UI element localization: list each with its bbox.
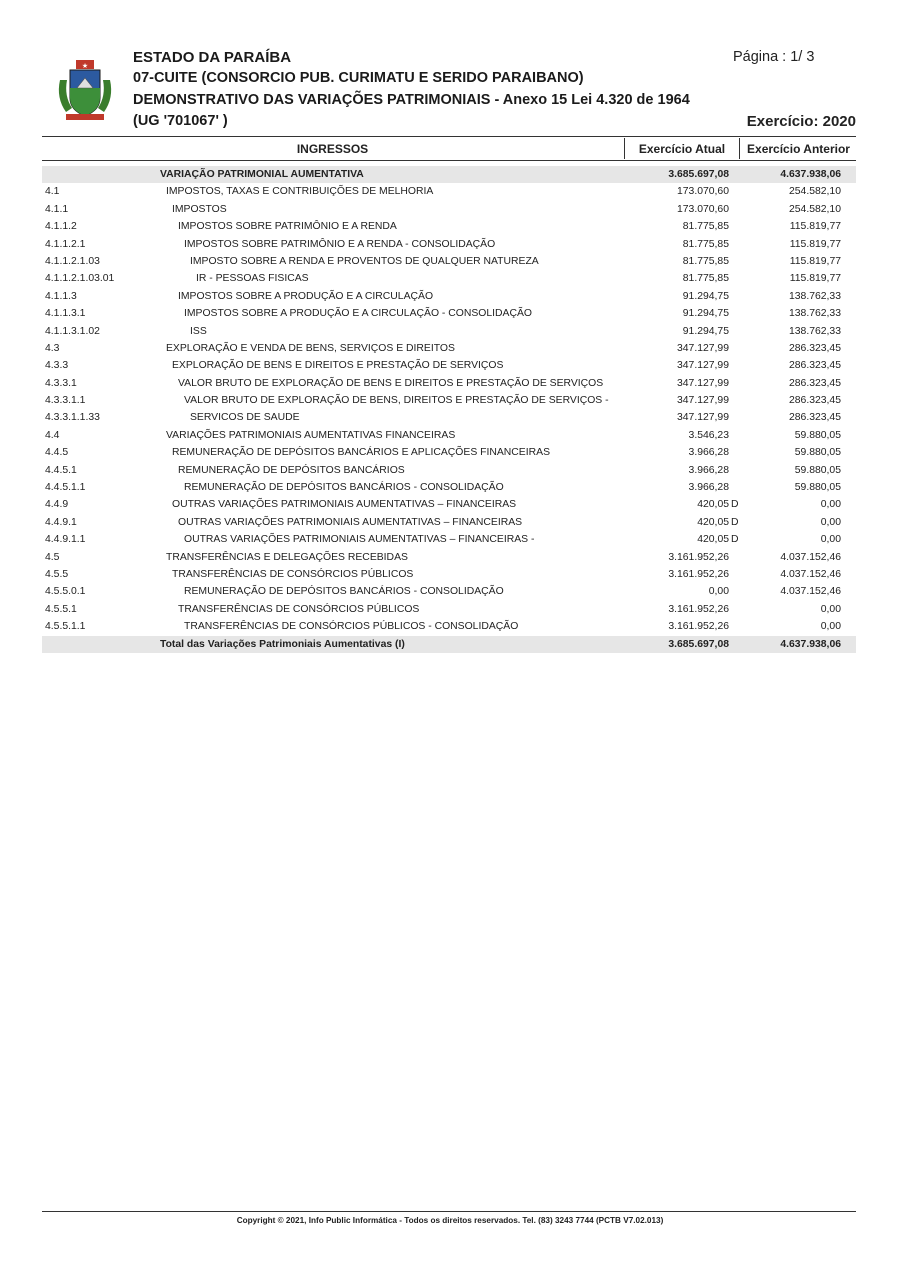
- value-exercicio-anterior: 115.819,77: [789, 273, 841, 285]
- state-coat-of-arms-icon: [52, 58, 118, 124]
- account-code: 4.5.5.1.1: [45, 621, 86, 633]
- account-description: TRANSFERÊNCIAS DE CONSÓRCIOS PÚBLICOS: [172, 568, 414, 580]
- value-exercicio-anterior: 254.582,10: [788, 203, 841, 215]
- value-exercicio-anterior: 0,00: [820, 516, 841, 528]
- value-exercicio-atual: 420,05: [697, 516, 729, 528]
- value-exercicio-atual: 3.966,28: [688, 464, 729, 476]
- table-row: [42, 392, 856, 409]
- report-title: DEMONSTRATIVO DAS VARIAÇÕES PATRIMONIAIS - Anexo 15 Lei 4.320 de 1964: [133, 92, 690, 108]
- account-description: TRANSFERÊNCIAS DE CONSÓRCIOS PÚBLICOS: [178, 603, 420, 615]
- value-exercicio-atual: 81.775,85: [682, 255, 729, 267]
- account-code: 4.1.1.2.1.03.01: [45, 273, 115, 285]
- account-code: 4.3.3.1.1.33: [45, 412, 100, 424]
- value-exercicio-atual: 81.775,85: [682, 221, 729, 233]
- value-exercicio-anterior: 115.819,77: [789, 255, 841, 267]
- table-row: [42, 375, 856, 392]
- value-exercicio-atual: 91.294,75: [682, 290, 729, 302]
- table-row: [42, 288, 856, 305]
- account-description: OUTRAS VARIAÇÕES PATRIMONIAIS AUMENTATIVAS – FINANCEIRAS: [172, 499, 517, 511]
- table-row: [42, 270, 856, 287]
- value-exercicio-anterior: 0,00: [820, 603, 841, 615]
- account-description: EXPLORAÇÃO E VENDA DE BENS, SERVIÇOS E DIREITOS: [166, 342, 455, 354]
- table-row: [42, 218, 856, 235]
- table-row: [42, 549, 856, 566]
- header-rule: [42, 136, 856, 137]
- table-row: [42, 427, 856, 444]
- value-exercicio-atual: 3.685.697,08: [668, 169, 729, 180]
- account-code: 4.3.3.1.1: [45, 395, 86, 407]
- value-exercicio-atual: 173.070,60: [676, 186, 729, 198]
- value-exercicio-anterior: 286.323,45: [788, 377, 841, 389]
- debit-flag: D: [731, 534, 739, 546]
- account-code: 4.4.9.1: [45, 516, 77, 528]
- value-exercicio-anterior: 254.582,10: [788, 186, 841, 198]
- account-description: VALOR BRUTO DE EXPLORAÇÃO DE BENS E DIREITOS E PRESTAÇÃO DE SERVIÇOS: [178, 377, 604, 389]
- account-code: 4.1.1.3.1.02: [45, 325, 100, 337]
- account-description: SERVICOS DE SAUDE: [190, 412, 300, 424]
- value-exercicio-anterior: 59.880,05: [794, 447, 841, 459]
- account-description: VALOR BRUTO DE EXPLORAÇÃO DE BENS, DIREITOS E PRESTAÇÃO DE SERVIÇOS -: [184, 395, 609, 407]
- column-header-ingressos: INGRESSOS: [296, 141, 369, 156]
- account-description: IMPOSTOS: [172, 203, 227, 215]
- table-row: [42, 357, 856, 374]
- value-exercicio-anterior: 59.880,05: [794, 464, 841, 476]
- footer-rule: [42, 1211, 856, 1212]
- account-code: 4.1.1: [45, 203, 69, 215]
- value-exercicio-atual: 91.294,75: [682, 325, 729, 337]
- account-description: IR - PESSOAS FISICAS: [196, 273, 309, 285]
- value-exercicio-atual: 91.294,75: [682, 308, 729, 320]
- value-exercicio-atual: 3.546,23: [688, 429, 729, 441]
- value-exercicio-atual: 3.966,28: [688, 447, 729, 459]
- value-exercicio-anterior: 4.637.938,06: [780, 169, 841, 180]
- table-summary-row: [42, 166, 856, 183]
- copyright-footer: Copyright © 2021, Info Public Informática - Todos os direitos reservados. Tel. (83) 3243 7744 (PCTB V7.02.013): [236, 1216, 664, 1225]
- account-code: 4.3.3.1: [45, 377, 77, 389]
- table-summary-row: [42, 636, 856, 653]
- table-row: [42, 236, 856, 253]
- table-row: [42, 618, 856, 635]
- account-code: 4.1: [45, 186, 60, 198]
- table-row: [42, 462, 856, 479]
- value-exercicio-anterior: 286.323,45: [788, 412, 841, 424]
- value-exercicio-anterior: 286.323,45: [788, 342, 841, 354]
- account-description: REMUNERAÇÃO DE DEPÓSITOS BANCÁRIOS: [178, 464, 405, 476]
- table-row: [42, 566, 856, 583]
- value-exercicio-anterior: 286.323,45: [788, 395, 841, 407]
- table-row: [42, 514, 856, 531]
- column-header-rule: [42, 160, 856, 161]
- table-row: [42, 340, 856, 357]
- account-code: 4.1.1.2.1: [45, 238, 86, 250]
- account-code: 4.4.5: [45, 447, 69, 459]
- account-description: VARIAÇÕES PATRIMONIAIS AUMENTATIVAS FINANCEIRAS: [166, 429, 456, 441]
- entity-name: 07-CUITE (CONSORCIO PUB. CURIMATU E SERIDO PARAIBANO): [133, 70, 584, 86]
- table-row: [42, 531, 856, 548]
- account-description: IMPOSTO SOBRE A RENDA E PROVENTOS DE QUALQUER NATUREZA: [190, 255, 539, 267]
- value-exercicio-atual: 347.127,99: [676, 412, 729, 424]
- table-row: [42, 583, 856, 600]
- value-exercicio-atual: 347.127,99: [676, 395, 729, 407]
- account-description: IMPOSTOS SOBRE A PRODUÇÃO E A CIRCULAÇÃO - CONSOLIDAÇÃO: [184, 308, 532, 320]
- account-description: Total das Variações Patrimoniais Aumentativas (I): [160, 638, 405, 650]
- value-exercicio-atual: 3.161.952,26: [668, 568, 729, 580]
- value-exercicio-atual: 420,05: [697, 499, 729, 511]
- account-code: 4.4.9.1.1: [45, 534, 86, 546]
- account-code: 4.4.9: [45, 499, 69, 511]
- account-code: 4.3.3: [45, 360, 69, 372]
- account-code: 4.1.1.2.1.03: [45, 255, 100, 267]
- state-name: ESTADO DA PARAÍBA: [133, 49, 292, 66]
- value-exercicio-atual: 347.127,99: [676, 377, 729, 389]
- value-exercicio-atual: 3.161.952,26: [668, 603, 729, 615]
- column-header-exercicio-atual: Exercício Atual: [624, 138, 739, 159]
- table-row: [42, 601, 856, 618]
- value-exercicio-anterior: 286.323,45: [788, 360, 841, 372]
- value-exercicio-anterior: 0,00: [820, 499, 841, 511]
- account-description: TRANSFERÊNCIAS DE CONSÓRCIOS PÚBLICOS - CONSOLIDAÇÃO: [184, 621, 519, 633]
- account-description: REMUNERAÇÃO DE DEPÓSITOS BANCÁRIOS E APLICAÇÕES FINANCEIRAS: [172, 447, 550, 459]
- table-row: [42, 305, 856, 322]
- value-exercicio-anterior: 115.819,77: [789, 238, 841, 250]
- svg-text:★: ★: [81, 62, 89, 70]
- value-exercicio-anterior: 0,00: [820, 621, 841, 633]
- account-description: OUTRAS VARIAÇÕES PATRIMONIAIS AUMENTATIVAS – FINANCEIRAS: [178, 516, 523, 528]
- table-row: [42, 323, 856, 340]
- account-code: 4.5.5.0.1: [45, 586, 86, 598]
- account-description: OUTRAS VARIAÇÕES PATRIMONIAIS AUMENTATIVAS – FINANCEIRAS -: [184, 534, 535, 546]
- value-exercicio-atual: 3.161.952,26: [668, 621, 729, 633]
- table-row: [42, 479, 856, 496]
- value-exercicio-atual: 81.775,85: [682, 238, 729, 250]
- value-exercicio-atual: 3.685.697,08: [668, 638, 729, 650]
- value-exercicio-anterior: 4.037.152,46: [780, 551, 841, 563]
- account-description: IMPOSTOS SOBRE A PRODUÇÃO E A CIRCULAÇÃO: [178, 290, 434, 302]
- value-exercicio-anterior: 4.037.152,46: [780, 586, 841, 598]
- value-exercicio-anterior: 59.880,05: [794, 482, 841, 494]
- debit-flag: D: [731, 516, 739, 528]
- variations-table: [42, 166, 856, 653]
- value-exercicio-anterior: 4.037.152,46: [780, 568, 841, 580]
- value-exercicio-atual: 3.161.952,26: [668, 551, 729, 563]
- value-exercicio-anterior: 59.880,05: [794, 429, 841, 441]
- value-exercicio-anterior: 138.762,33: [788, 325, 841, 337]
- page-number: Página : 1/ 3: [733, 49, 815, 65]
- table-row: [42, 409, 856, 426]
- account-description: IMPOSTOS, TAXAS E CONTRIBUIÇÕES DE MELHORIA: [166, 186, 434, 198]
- table-row: [42, 496, 856, 513]
- value-exercicio-anterior: 0,00: [820, 534, 841, 546]
- value-exercicio-anterior: 138.762,33: [788, 290, 841, 302]
- value-exercicio-anterior: 4.637.938,06: [780, 638, 841, 650]
- account-code: 4.1.1.3: [45, 290, 77, 302]
- table-row: [42, 253, 856, 270]
- account-description: REMUNERAÇÃO DE DEPÓSITOS BANCÁRIOS - CONSOLIDAÇÃO: [184, 482, 504, 494]
- value-exercicio-atual: 347.127,99: [676, 360, 729, 372]
- value-exercicio-atual: 173.070,60: [676, 203, 729, 215]
- account-code: 4.3: [45, 342, 60, 354]
- account-code: 4.4.5.1: [45, 464, 77, 476]
- account-code: 4.1.1.2: [45, 221, 77, 233]
- account-code: 4.4.5.1.1: [45, 482, 86, 494]
- column-header-exercicio-anterior: Exercício Anterior: [739, 138, 857, 159]
- table-row: [42, 183, 856, 200]
- value-exercicio-atual: 420,05: [697, 534, 729, 546]
- value-exercicio-anterior: 115.819,77: [789, 221, 841, 233]
- account-description: VARIAÇÃO PATRIMONIAL AUMENTATIVA: [160, 169, 364, 180]
- value-exercicio-atual: 347.127,99: [676, 342, 729, 354]
- value-exercicio-anterior: 138.762,33: [788, 308, 841, 320]
- value-exercicio-atual: 81.775,85: [682, 273, 729, 285]
- account-description: TRANSFERÊNCIAS E DELEGAÇÕES RECEBIDAS: [166, 551, 408, 563]
- table-row: [42, 201, 856, 218]
- value-exercicio-atual: 3.966,28: [688, 482, 729, 494]
- debit-flag: D: [731, 499, 739, 511]
- account-code: 4.4: [45, 429, 60, 441]
- account-description: EXPLORAÇÃO DE BENS E DIREITOS E PRESTAÇÃO DE SERVIÇOS: [172, 360, 504, 372]
- ug-code: (UG '701067' ): [133, 113, 228, 129]
- table-row: [42, 444, 856, 461]
- account-description: IMPOSTOS SOBRE PATRIMÔNIO E A RENDA - CONSOLIDAÇÃO: [184, 238, 496, 250]
- account-description: ISS: [190, 325, 207, 337]
- account-description: REMUNERAÇÃO DE DEPÓSITOS BANCÁRIOS - CONSOLIDAÇÃO: [184, 586, 504, 598]
- account-code: 4.5.5.1: [45, 603, 77, 615]
- account-code: 4.1.1.3.1: [45, 308, 86, 320]
- exercise-year: Exercício: 2020: [746, 113, 856, 130]
- value-exercicio-atual: 0,00: [708, 586, 729, 598]
- account-description: IMPOSTOS SOBRE PATRIMÔNIO E A RENDA: [178, 221, 397, 233]
- account-code: 4.5.5: [45, 568, 69, 580]
- account-code: 4.5: [45, 551, 60, 563]
